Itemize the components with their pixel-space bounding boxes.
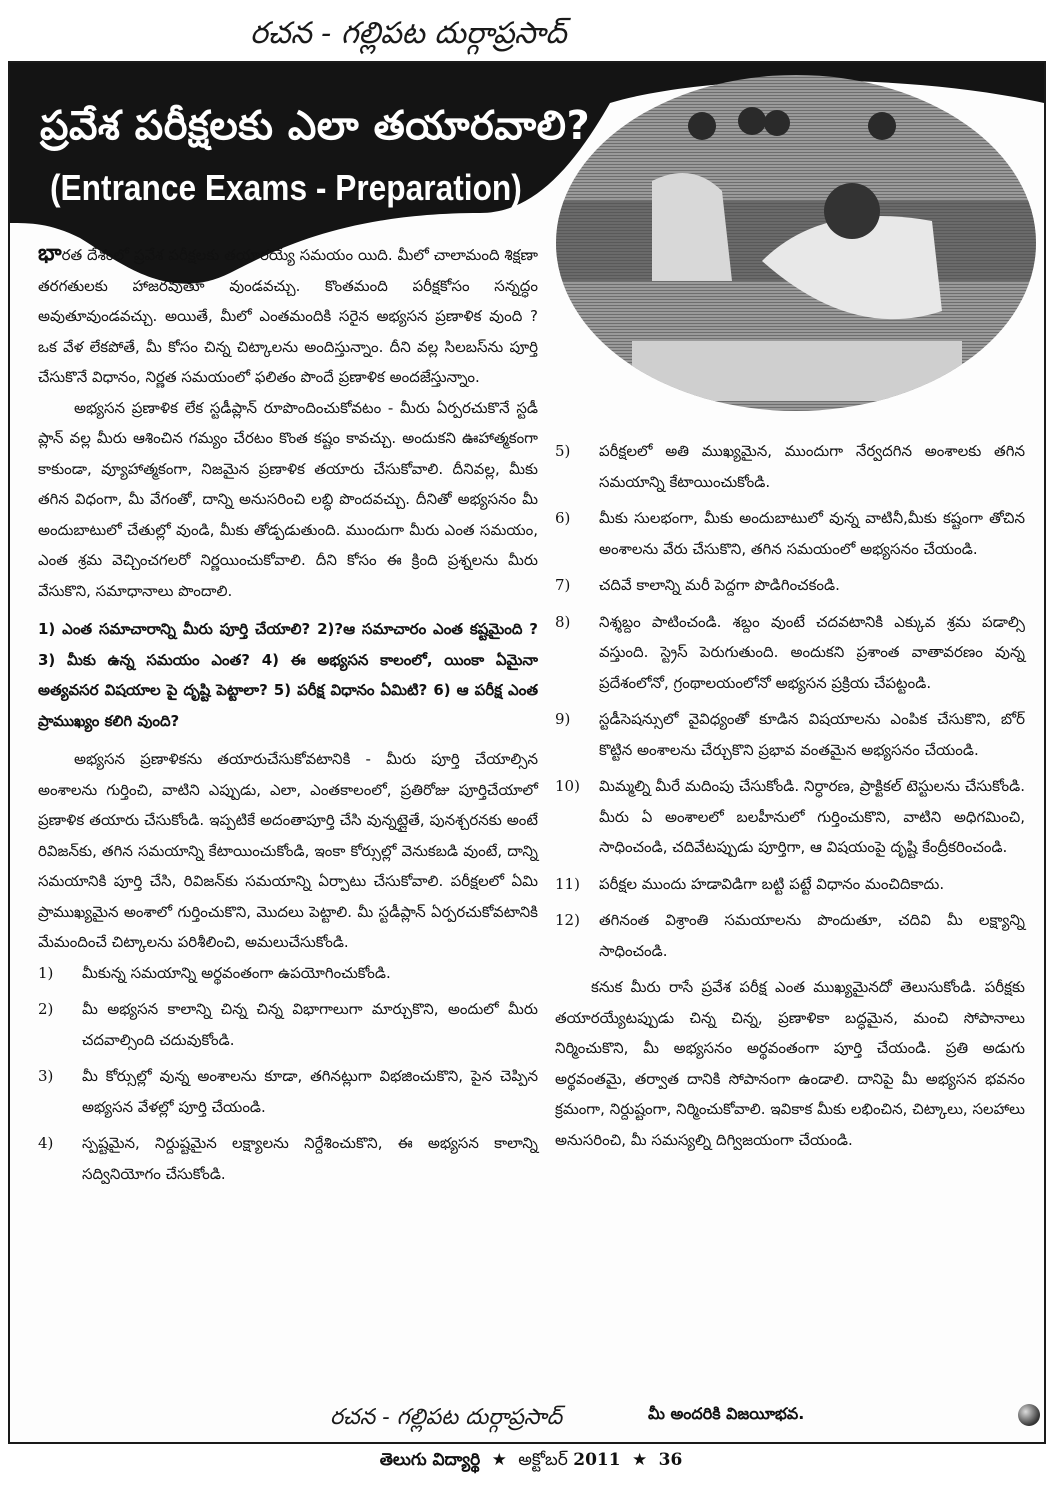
end-bullet-icon <box>1018 1404 1040 1426</box>
tip-text: మీ కోర్సుల్లో వున్న అంశాలను కూడా, తగినట్లుగా విభజించుకొని, పైన చెప్పిన అభ్యసన వేళల్లో పూర్తి చేయండి. <box>82 1067 538 1116</box>
title-telugu: ప్రవేశ పరీక్షలకు ఎలా తయారవాలి? <box>40 103 591 149</box>
tip-text: మీకున్న సమయాన్ని అర్థవంతంగా ఉపయోగించుకోండి. <box>82 963 391 982</box>
conclusion-paragraph: కనుక మీరు రాసే ప్రవేశ పరీక్ష ఎంత ముఖ్యమైనదో తెలుసుకోండి. పరీక్షకు తయారయ్యేటప్పుడు చిన్న చిన్న, ప్రణాళికా బద్ధమైన, మంచి సోపానాలు నిర్మించుకొని, మీ అభ్యసనం అర్థవంతంగా పూర్తి చేయండి. ప్రతి అడుగు అర్థవంతమై, తర్వాత దానికి సోపానంగా ఉండాలి. దానిపై మీ అభ్యసన భవనం క్రమంగా, నిర్దుష్టంగా, నిర్మించుకోవాలి. ఇవికాక మీకు లభించిన, చిట్కాలు, సలహాలు అనుసరించి, మీ సమస్యల్ని దిగ్విజయంగా చేయండి. <box>555 978 1025 1149</box>
tip-item <box>38 994 538 1055</box>
tip-text: స్పష్టమైన, నిర్దుష్టమైన లక్ష్యాలను నిర్దేశించుకొని, ఈ అభ్యసన కాలాన్ని సద్వినియోగం చేసుకోండి. <box>82 1134 538 1183</box>
tip-item <box>555 570 1025 601</box>
tip-number: 2) <box>38 1000 54 1018</box>
title-english: (Entrance Exams - Preparation) <box>50 167 522 208</box>
tip-item <box>555 704 1025 765</box>
plan-preparation-paragraph: అభ్యసన ప్రణాళికను తయారుచేసుకోవటానికి - మీరు పూర్తి చేయాల్సిన అంశాలను గుర్తించి, వాటిని ఎప్పుడు, ఎలా, ఎంతకాలంలో, ప్రతిరోజు పూర్తిచేయాలో ప్రణాళిక తయారు చేసుకోండి. ఇప్పటికే అదంతాపూర్తి చేసి వున్నట్లైతే, పునశ్చరనకు అంటే రివిజన్‌కు, తగిన సమయాన్ని కేటాయించుకోండి, ఇంకా కోర్సుల్లో వెనుకబడి వుంటే, దాన్ని సమయానికి పూర్తి చేసి, రివిజన్‌కు సమయాన్ని ఏర్పాటు చేసుకోవాలి. పరీక్షలలో ఏమి ప్రాముఖ్యమైన అంశాలో గుర్తించుకొని, మొదలు పెట్టాలి. మీ స్టడీప్లాన్ ఏర్పరచుకోవటానికి మేమందించే చిట్కాలను పరిశీలించి, అమలుచేసుకోండి. <box>38 750 538 951</box>
tip-number: 9) <box>555 710 571 728</box>
star-icon: ★ <box>491 1450 507 1470</box>
tip-text: మీకు సులభంగా, మీకు అందుబాటులో వున్న వాటినీ,మీకు కష్టంగా తోచిన అంశాలను వేరు చేసుకొని, తగిన సమయంలో అభ్యసనం చేయండి. <box>599 509 1025 558</box>
page-number: 36 <box>658 1450 683 1470</box>
publication-name: తెలుగు విద్యార్థి <box>379 1450 481 1470</box>
handwritten-byline: రచన - గల్లిపట దుర్గాప్రసాద్ <box>250 16 567 51</box>
tip-text: తగినంత విశ్రాంతి సమయాలను పొందుతూ, చదివి మీ లక్ష్యాన్ని సాధించండి. <box>599 911 1025 960</box>
study-plan-paragraph: అభ్యసన ప్రణాళిక లేక స్టడీప్లాన్ రూపొందించుకోవటం - మీరు ఏర్పరచుకొనే స్టడీ ప్లాన్ వల్ల మీరు ఆశించిన గమ్యం చేరటం కొంత కష్టం కావచ్చు. అందుకని ఊహాత్మకంగా కాకుండా, వ్యూహాత్మకంగా, నిజమైన ప్రణాళిక తయారు చేసుకోవాలి. దీనివల్ల, మీకు తగిన విధంగా, మీ వేగంతో, దాన్ని అనుసరించి లబ్ధి పొందవచ్చు. దీనితో అభ్యసనం మీ అందుబాటులో చేతుల్లో వుండి, మీకు తోడ్పడుతుంది. ముందుగా మీరు ఎంత సమయం, ఎంత శ్రమ వెచ్చించగలరో నిర్ణయించుకోవాలి. దీని కోసం ఈ క్రింది ప్రశ్నలను మీరు వేసుకొని, సమాధానాలు పొందాలి. <box>38 398 538 600</box>
self-questions: 1) ఎంత సమాచారాన్ని మీరు పూర్తి చేయాలి? 2)?ఆ సమాచారం ఎంత కష్టమైంది ? 3) మీకు ఉన్న సమయం ఎంత? 4) ఈ అభ్యసన కాలంలో, యింకా ఏమైనా అత్యవసర విషయాల పై దృష్టి పెట్టాలా? 5) పరీక్ష విధానం ఏమిటి? 6) ఆ పరీక్ష ఎంత ప్రాముఖ్యం కలిగి వుంది? <box>38 620 538 730</box>
tip-item <box>555 436 1025 497</box>
tip-text: పరీక్షలలో అతి ముఖ్యమైన, ముందుగా నేర్వదగిన అంశాలకు తగిన సమయాన్ని కేటాయించుకోండి. <box>599 442 1025 491</box>
tips-list-left <box>38 958 538 1190</box>
tip-number: 1) <box>38 963 54 982</box>
closing-wish: మీ అందరికి విజయీభవ. <box>648 1404 805 1423</box>
tip-text: నిశ్శబ్దం పాటించండి. శబ్దం వుంటే చదవటానికి ఎక్కువ శ్రమ పడాల్సి వస్తుంది. స్ట్రెస్ పెరుగుతుంది. అందుకని ప్రశాంత వాతావరణం వున్న ప్రదేశంలోనో, గ్రంథాలయంలోనో అభ్యసన ప్రక్రియ చేపట్టండి. <box>599 612 1025 692</box>
tip-number: 4) <box>38 1134 54 1152</box>
star-icon: ★ <box>631 1450 648 1470</box>
tip-number: 5) <box>555 442 571 460</box>
right-column <box>555 436 1025 1155</box>
article-frame <box>8 61 1046 1444</box>
tip-number: 8) <box>555 612 571 631</box>
tip-text: మిమ్మల్ని మీరే మదింపు చేసుకోండి. నిర్ధారణ, ప్రాక్టికల్ టెస్టులను చేసుకోండి. మీరు ఏ అంశాలలో బలహీనులో గుర్తించుకొని, వాటిని అధిగమించి, సాధించండి, చదివేటప్పుడు పూర్తిగా, ఆ విషయంపై దృష్టి కేంద్రీకరించండి. <box>599 777 1025 856</box>
tip-number: 6) <box>555 509 571 527</box>
tip-text: స్టడీసెషన్సులో వైవిధ్యంతో కూడిన విషయాలను ఎంపిక చేసుకొని, బోర్ కొట్టిన అంశాలను చేర్చుకొని ప్రభావ వంతమైన అభ్యసనం చేయండి. <box>599 710 1025 759</box>
handwritten-signature: రచన - గల్లిపట దుర్గాప్రసాద్ <box>330 1405 563 1430</box>
tip-text: పరీక్షల ముందు హడావిడిగా బట్టి పట్టే విధానం మంచిదికాదు. <box>599 874 945 893</box>
tip-item <box>38 1061 538 1122</box>
tip-item <box>38 958 538 989</box>
intro-text: రత దేశంలో ప్రవేశ పరీక్షలకు తయారయ్యే సమయం యిది. మీలో చాలామంది శిక్షణా తరగతులకు హాజరవుతూ వుండవచ్చు. కొంతమంది పరీక్షకోసం సన్నద్ధం అవుతూవుండవచ్చు. అయితే, మీలో ఎంతమందికి సరైన అభ్యసన ప్రణాళిక వుంది ? ఒక వేళ లేకపోతే, మీ కోసం చిన్న చిట్కాలను అందిస్తున్నాం. దీని వల్ల సిలబస్‌ను పూర్తి చేసుకొనే విధానం, నిర్ణత సమయంలో ఫలితం పొందే ప్రణాళిక అందజేస్తున్నాం. <box>38 246 538 386</box>
tip-text: మీ అభ్యసన కాలాన్ని చిన్న చిన్న విభాగాలుగా మార్చుకొని, అందులో మీరు చదవాల్సింది చదువుకోండి. <box>82 1000 538 1049</box>
tips-list-right <box>555 436 1025 966</box>
tip-number: 12) <box>555 911 580 929</box>
tip-item <box>38 1128 538 1189</box>
tip-item <box>555 869 1025 900</box>
tip-item <box>555 905 1025 966</box>
dropcap: భా <box>38 241 62 266</box>
tip-number: 7) <box>555 576 571 594</box>
page-footer <box>0 1450 1062 1474</box>
tip-text: చదివే కాలాన్ని మరీ పెద్దగా పొడిగించకండి. <box>599 576 840 594</box>
issue-month: అక్టోబర్ <box>518 1450 568 1470</box>
tip-item <box>555 771 1025 863</box>
tip-number: 11) <box>555 874 580 893</box>
tip-item <box>555 503 1025 564</box>
tip-number: 10) <box>555 777 580 795</box>
issue-year: 2011 <box>573 1450 621 1470</box>
tip-number: 3) <box>38 1067 54 1085</box>
intro-paragraph <box>38 239 538 393</box>
left-column <box>38 239 538 1195</box>
tip-item <box>555 607 1025 699</box>
classroom-photo <box>552 71 1040 416</box>
